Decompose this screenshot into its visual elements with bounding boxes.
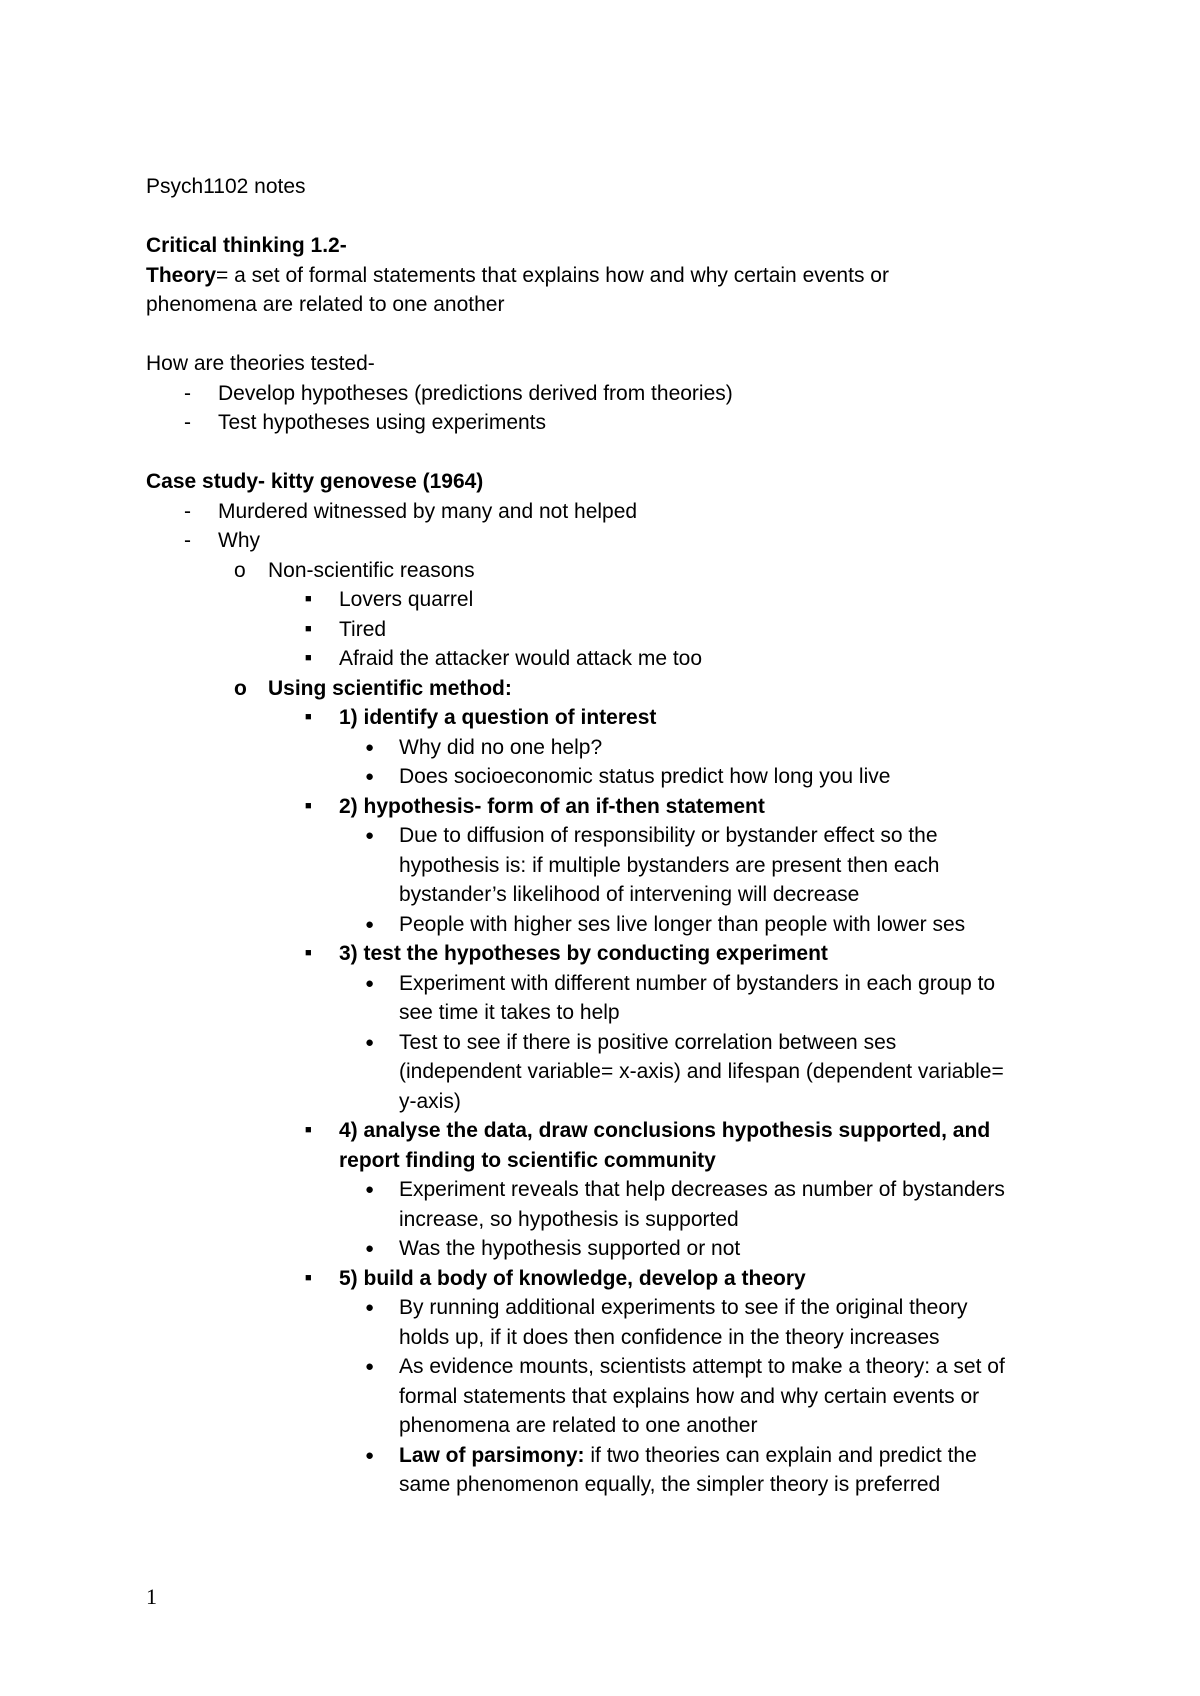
dot-bullet: ● <box>365 1181 375 1198</box>
list-item-continuation: report finding to scientific community <box>339 1148 716 1172</box>
list-item: ■ Lovers quarrel <box>146 585 1066 615</box>
dash-bullet: - <box>184 499 191 523</box>
list-item: ■ 3) test the hypotheses by conducting experiment <box>146 939 1066 969</box>
tested-question: How are theories tested- <box>146 352 375 375</box>
list-item: ● By running additional experiments to see if the original theory <box>146 1293 1066 1323</box>
list-item: ● People with higher ses live longer than people with lower ses <box>146 910 1066 940</box>
page-number: 1 <box>146 1584 157 1609</box>
dot-bullet: ● <box>365 1299 375 1316</box>
square-bullet: ■ <box>305 799 312 812</box>
parsimony-term: Law of parsimony: <box>399 1443 585 1467</box>
square-bullet: ■ <box>305 711 312 723</box>
list-item: ● Why did no one help? <box>146 733 1066 763</box>
square-bullet: ■ <box>305 1271 312 1284</box>
list-item-continuation: holds up, if it does then confidence in the theory increases <box>399 1325 940 1349</box>
list-item-continuation: (independent variable= x-axis) and lifespan (dependent variable= <box>399 1060 1004 1083</box>
list-item: ● Test to see if there is positive correlation between ses <box>146 1028 1066 1058</box>
list-item-continuation: formal statements that explains how and why certain events or <box>399 1384 980 1408</box>
list-item: ● Experiment reveals that help decreases as number of bystanders <box>146 1175 1066 1205</box>
dot-bullet: ● <box>365 1358 375 1375</box>
list-item: ● Due to diffusion of responsibility or bystander effect so the <box>146 821 1066 851</box>
dash-bullet: - <box>184 529 191 552</box>
dot-bullet: ● <box>365 974 375 992</box>
list-item-continuation: hypothesis is: if multiple bystanders are present then each <box>399 853 940 877</box>
list-item: ■ Tired <box>146 615 1066 645</box>
square-bullet: ■ <box>305 947 312 959</box>
theory-def-line-1: = a set of formal statements that explains how and why certain events or <box>216 263 889 287</box>
dot-bullet: ● <box>365 827 375 844</box>
dot-bullet: ● <box>365 1033 375 1051</box>
list-item-continuation: bystander’s likelihood of intervening will decrease <box>399 883 860 906</box>
list-item: ■ 1) identify a question of interest <box>146 703 1066 733</box>
list-item: ■ 5) build a body of knowledge, develop a theory <box>146 1264 1066 1294</box>
list-item: ■ Afraid the attacker would attack me too <box>146 644 1066 674</box>
list-item: ● As evidence mounts, scientists attempt to make a theory: a set of <box>146 1352 1066 1382</box>
list-item: o Using scientific method: <box>146 674 1066 704</box>
list-item: - Murdered witnessed by many and not helped <box>146 497 1066 527</box>
section-heading-case-study: Case study- kitty genovese (1964) <box>146 470 484 493</box>
dot-bullet: ● <box>365 1240 375 1257</box>
list-item: ■ 2) hypothesis- form of an if-then statement <box>146 792 1066 822</box>
section-heading-critical-thinking: Critical thinking 1.2- <box>146 234 347 257</box>
square-bullet: ■ <box>305 622 312 635</box>
square-bullet: ■ <box>305 1124 312 1136</box>
list-item: ● Law of parsimony: if two theories can explain and predict the <box>146 1441 1066 1471</box>
doc-title: Psych1102 notes <box>146 175 306 198</box>
dot-bullet: ● <box>365 915 375 933</box>
dot-bullet: ● <box>365 768 375 785</box>
list-item: - Why <box>146 526 1066 556</box>
square-bullet: ■ <box>305 593 312 605</box>
list-item-continuation: same phenomenon equally, the simpler theory is preferred <box>399 1473 941 1496</box>
list-item: ● Does socioeconomic status predict how long you live <box>146 762 1066 792</box>
list-item: ● Experiment with different number of bystanders in each group to <box>146 969 1066 999</box>
list-item: - Develop hypotheses (predictions derived from theories) <box>146 379 1066 409</box>
theory-term: Theory <box>146 263 217 287</box>
circle-bullet: o <box>234 676 247 700</box>
theory-definition <box>146 261 1066 291</box>
list-item-continuation: see time it takes to help <box>399 1001 620 1024</box>
list-item: - Test hypotheses using experiments <box>146 408 1066 438</box>
list-item: ■ 4) analyse the data, draw conclusions hypothesis supported, and <box>146 1116 1066 1146</box>
dot-bullet: ● <box>365 738 375 756</box>
dash-bullet: - <box>184 411 191 434</box>
dot-bullet: ● <box>365 1446 375 1464</box>
list-item-continuation: increase, so hypothesis is supported <box>399 1207 739 1231</box>
list-item-continuation: y-axis) <box>399 1089 461 1113</box>
dash-bullet: - <box>184 381 191 405</box>
list-item-continuation: phenomena are related to one another <box>399 1414 758 1437</box>
list-item: ● Was the hypothesis supported or not <box>146 1234 1066 1264</box>
document-body <box>146 172 1066 1500</box>
list-item: o Non-scientific reasons <box>146 556 1066 586</box>
square-bullet: ■ <box>305 652 312 664</box>
theory-def-line-2: phenomena are related to one another <box>146 293 505 316</box>
circle-bullet: o <box>234 558 246 582</box>
